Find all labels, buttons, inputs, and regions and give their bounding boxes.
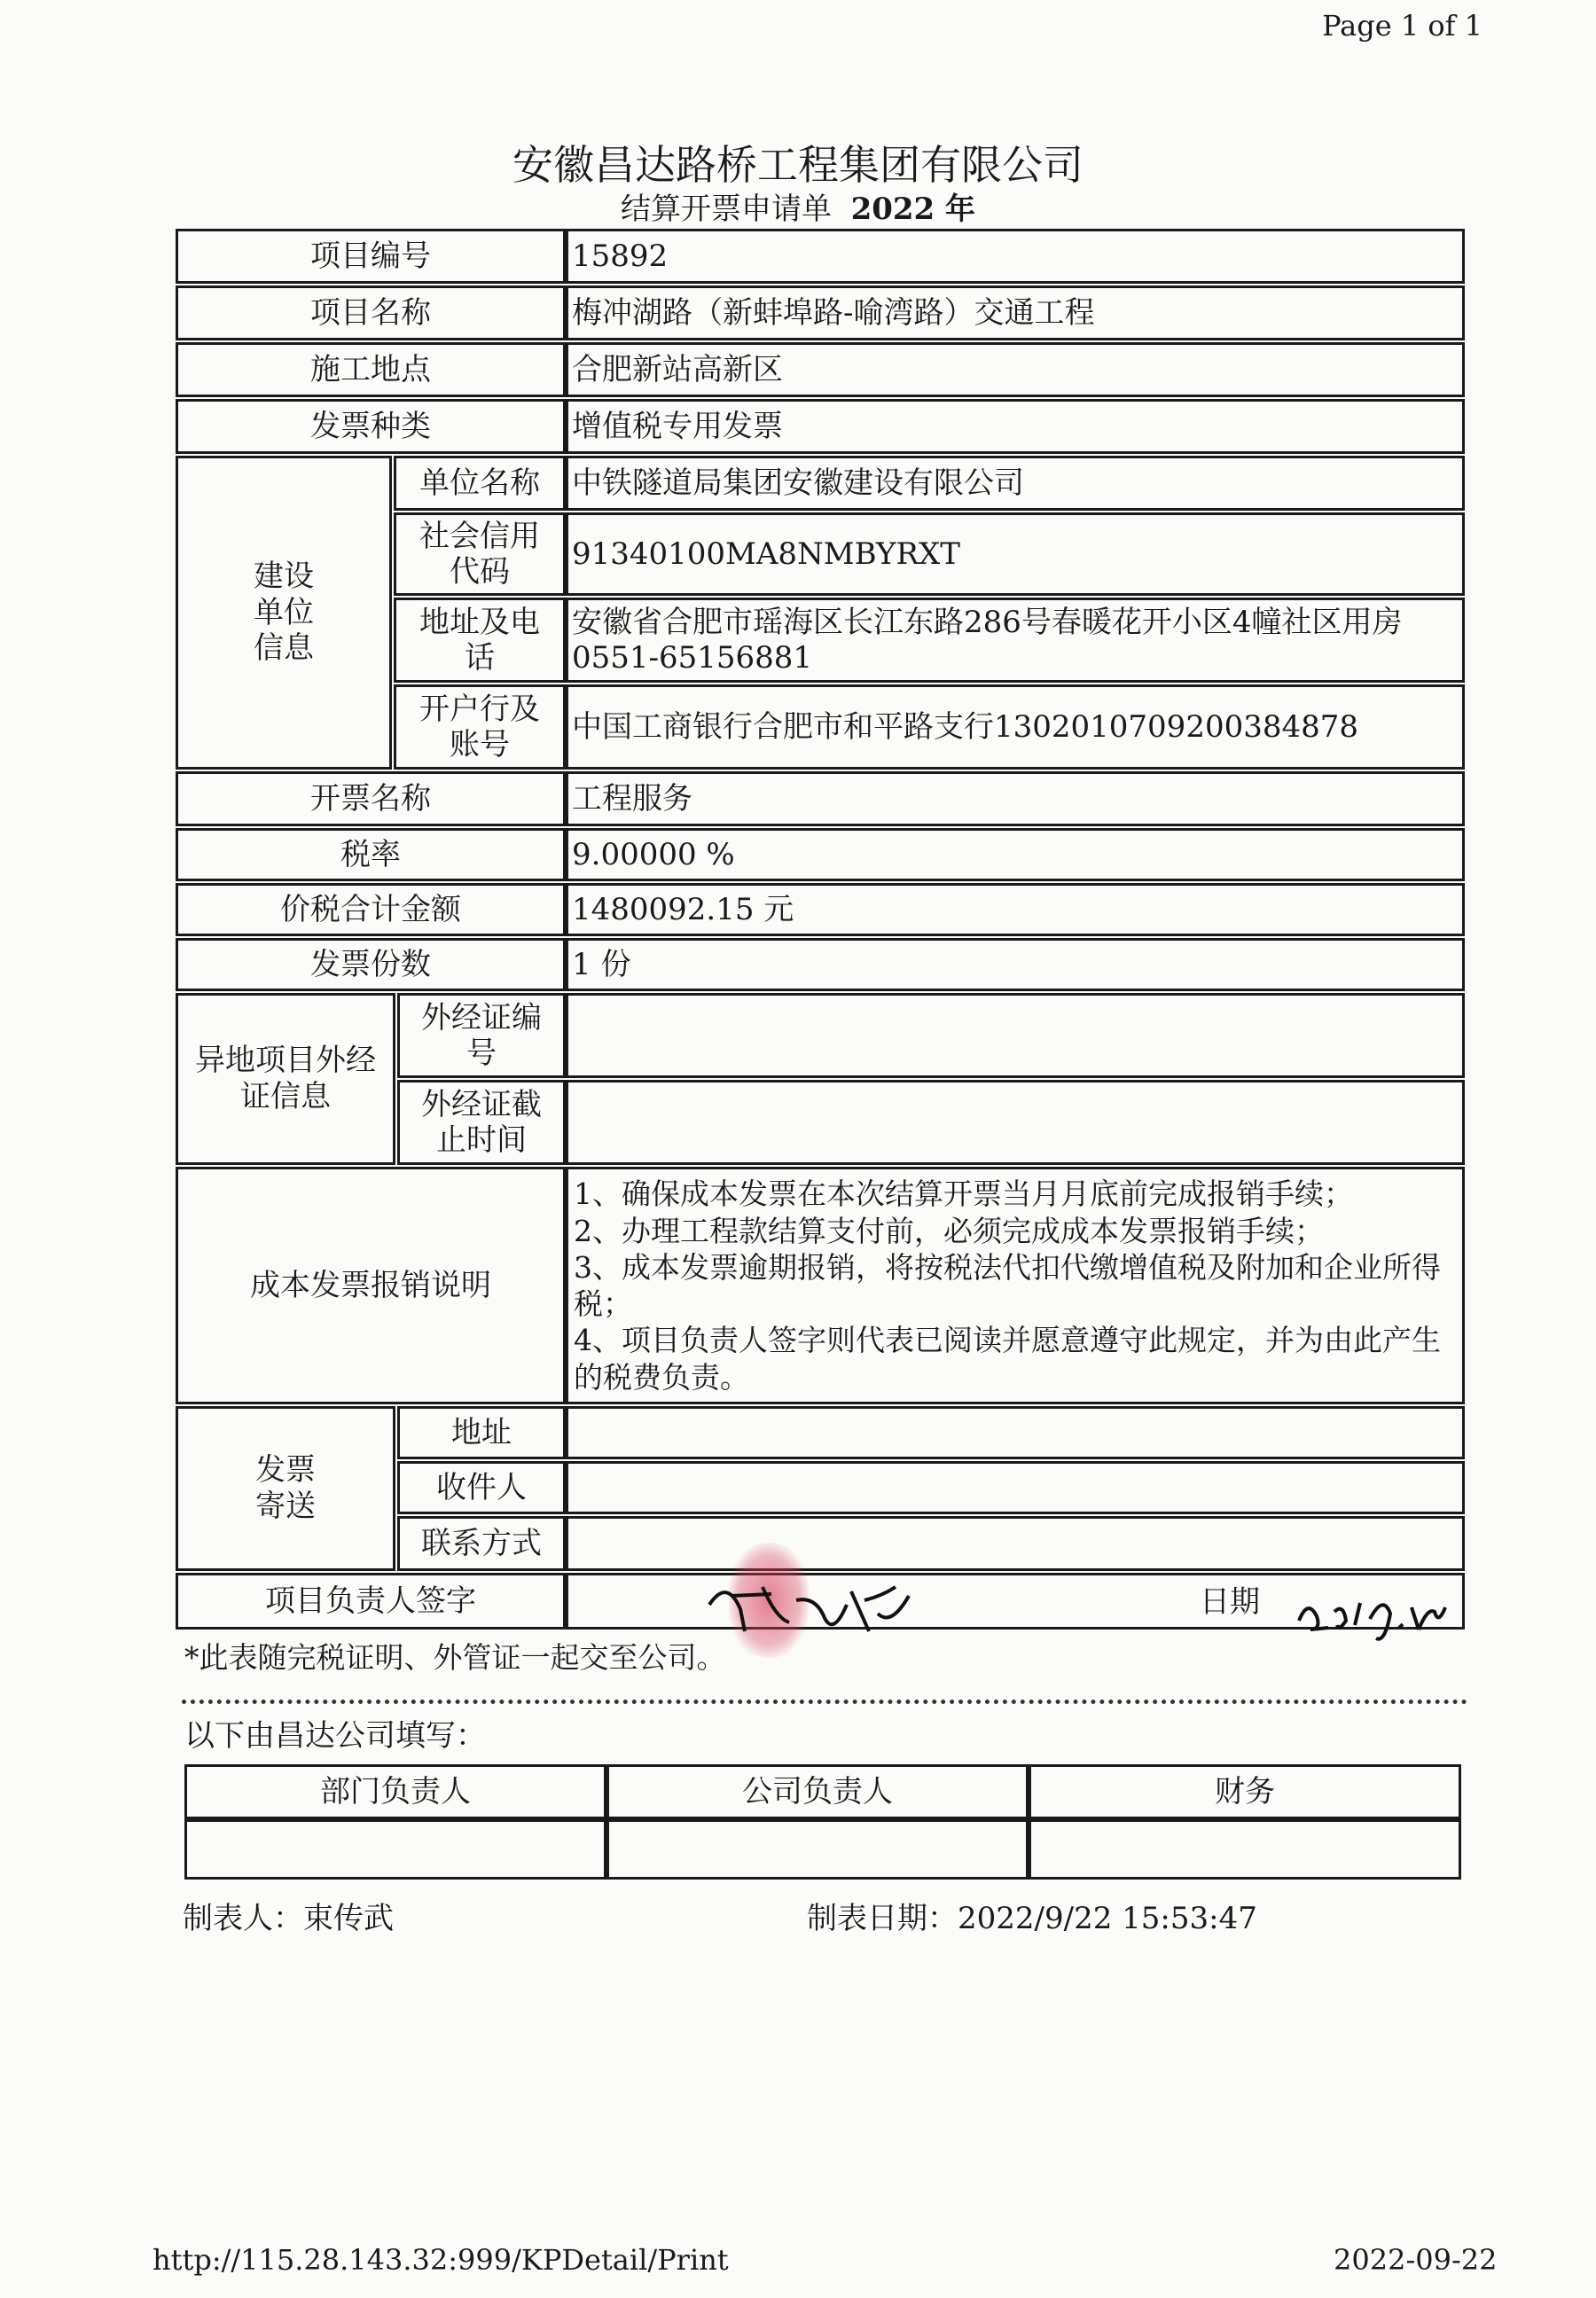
row-project-name <box>176 285 1465 340</box>
approval-sign-company <box>606 1819 1029 1880</box>
invoice-type-value: 增值税专用发票 <box>566 399 1465 454</box>
cost-note-3: 3、成本发票逾期报销，将按税法代扣代缴增值税及附加和企业所得税； <box>574 1249 1441 1321</box>
row-total <box>176 883 1465 936</box>
subtitle-year: 2022 年 <box>850 192 976 227</box>
approval-sign-dept <box>184 1819 606 1880</box>
row-recipient <box>397 1461 1465 1514</box>
approval-header-row <box>184 1764 1461 1819</box>
address-value: 安徽省合肥市瑶海区长江东路286号春暖花开小区4幢社区用房 0551-65156881 <box>566 598 1465 683</box>
cost-notes-label: 成本发票报销说明 <box>176 1167 566 1404</box>
company-title: 安徽昌达路桥工程集团有限公司 <box>512 141 1084 189</box>
row-delivery-address <box>397 1406 1465 1459</box>
fill-note: 以下由昌达公司填写： <box>184 1718 486 1754</box>
bank-label: 开户行及 账号 <box>394 684 566 770</box>
row-invoice-type <box>176 399 1465 454</box>
row-site <box>176 342 1465 397</box>
row-cert-no <box>397 993 1465 1078</box>
page-number: Page 1 of 1 <box>1322 9 1483 43</box>
cost-note-4: 4、项目负责人签字则代表已阅读并愿意遵守此规定，并为由此产生的税费负责。 <box>574 1323 1441 1395</box>
tax-rate-value: 9.00000 % <box>566 828 1465 881</box>
credit-code-label: 社会信用 代码 <box>394 512 566 596</box>
billing-name-value: 工程服务 <box>566 771 1465 826</box>
row-address <box>394 598 1465 683</box>
delivery-group-label: 发票 寄送 <box>176 1406 395 1571</box>
approval-sign-row <box>184 1819 1461 1880</box>
handwritten-signature <box>692 1569 922 1649</box>
footnote: *此表随完税证明、外管证一起交至公司。 <box>184 1640 726 1675</box>
row-billing-name <box>176 771 1465 826</box>
project-name-label: 项目名称 <box>176 285 566 340</box>
contact-value <box>566 1516 1465 1571</box>
unit-name-label: 单位名称 <box>394 456 566 511</box>
recipient-label: 收件人 <box>397 1461 566 1514</box>
copies-value: 1 份 <box>566 938 1465 991</box>
invoice-type-label: 发票种类 <box>176 399 566 454</box>
total-label: 价税合计金额 <box>176 883 566 936</box>
signature-label: 项目负责人签字 <box>176 1573 566 1630</box>
tax-rate-label: 税率 <box>176 828 566 881</box>
billing-name-label: 开票名称 <box>176 771 566 826</box>
total-value: 1480092.15 元 <box>566 883 1465 936</box>
address-label: 地址及电 话 <box>394 598 566 683</box>
row-project-no <box>176 229 1465 284</box>
site-label: 施工地点 <box>176 342 566 397</box>
row-tax-rate <box>176 828 1465 881</box>
handwritten-date <box>1286 1576 1463 1647</box>
row-cost-notes <box>176 1167 1465 1404</box>
print-date: 2022-09-22 <box>1334 2243 1498 2277</box>
row-contact <box>397 1516 1465 1571</box>
project-no-label: 项目编号 <box>176 229 566 284</box>
row-credit-code <box>394 512 1465 596</box>
cert-no-label: 外经证编 号 <box>397 993 566 1078</box>
cost-note-1: 1、确保成本发票在本次结算开票当月月底前完成报销手续； <box>574 1176 1353 1212</box>
dotted-separator <box>182 1700 1467 1704</box>
row-bank <box>394 684 1465 770</box>
site-value: 合肥新站高新区 <box>566 342 1465 397</box>
approval-header-company: 公司负责人 <box>606 1764 1029 1819</box>
row-cert-deadline <box>397 1080 1465 1165</box>
credit-code-value: 91340100MA8NMBYRXT <box>566 512 1465 596</box>
approval-header-finance: 财务 <box>1029 1764 1461 1819</box>
project-name-value: 梅冲湖路（新蚌埠路-喻湾路）交通工程 <box>566 285 1465 340</box>
delivery-address-value <box>566 1406 1465 1459</box>
print-url: http://115.28.143.32:999/KPDetail/Print <box>153 2243 729 2277</box>
row-copies <box>176 938 1465 991</box>
cost-note-2: 2、办理工程款结算支付前，必须完成成本发票报销手续； <box>574 1213 1324 1248</box>
cost-notes-list <box>566 1167 1465 1404</box>
builder-group-label: 建设 单位 信息 <box>176 456 392 770</box>
contact-label: 联系方式 <box>397 1516 566 1571</box>
form-maker: 制表人：束传武 <box>183 1901 394 1936</box>
recipient-value <box>566 1461 1465 1514</box>
form-subtitle <box>0 184 1596 228</box>
date-label: 日期 <box>1200 1584 1260 1620</box>
approval-header-dept: 部门负责人 <box>184 1764 606 1819</box>
form-make-date: 制表日期：2022/9/22 15:53:47 <box>807 1901 1257 1936</box>
bank-value: 中国工商银行合肥市和平路支行1302010709200384878 <box>566 684 1465 770</box>
cert-no-value <box>566 993 1465 1078</box>
remote-group-label: 异地项目外经 证信息 <box>176 993 395 1165</box>
subtitle-text: 结算开票申请单 <box>620 192 832 227</box>
approval-sign-finance <box>1029 1819 1461 1880</box>
row-unit-name <box>394 456 1465 511</box>
project-no-value: 15892 <box>566 229 1465 284</box>
delivery-address-label: 地址 <box>397 1406 566 1459</box>
unit-name-value: 中铁隧道局集团安徽建设有限公司 <box>566 456 1465 511</box>
cert-deadline-label: 外经证截 止时间 <box>397 1080 566 1165</box>
cert-deadline-value <box>566 1080 1465 1165</box>
copies-label: 发票份数 <box>176 938 566 991</box>
